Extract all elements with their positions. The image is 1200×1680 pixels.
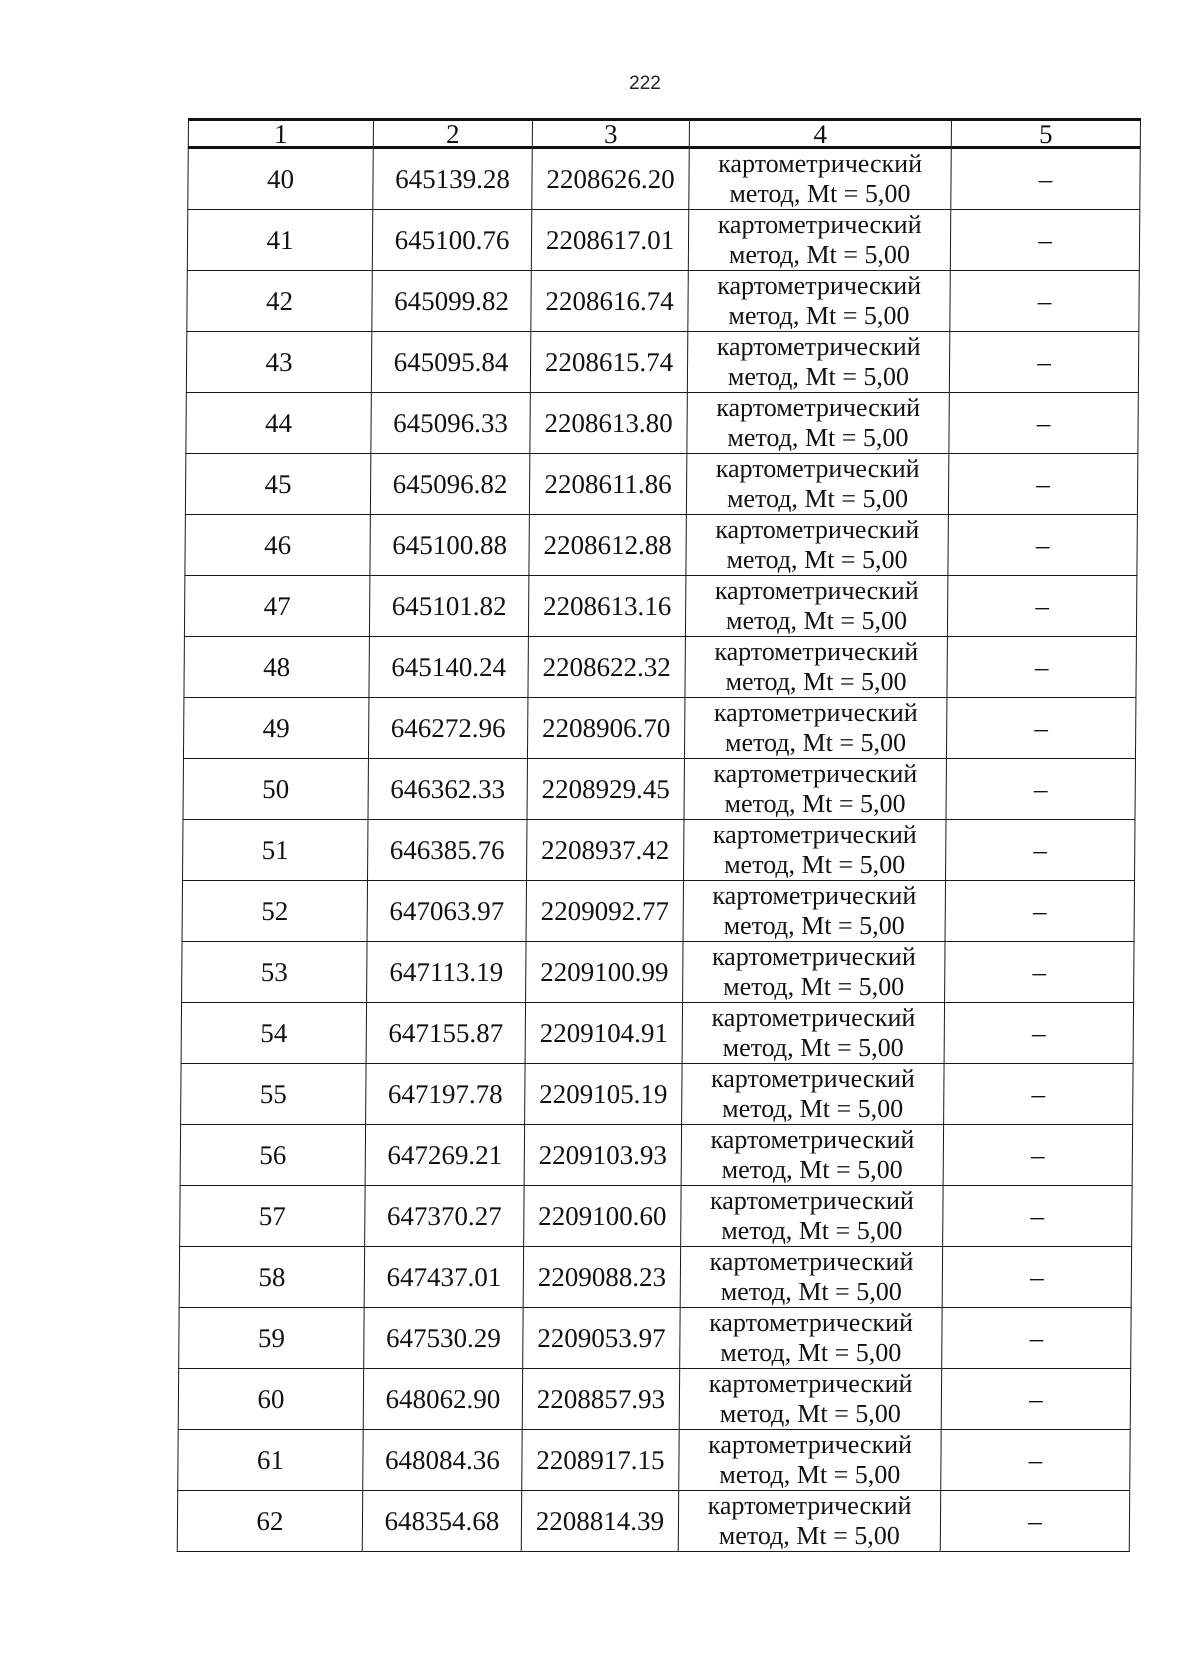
y-coordinate-cell: 2209092.77 [526, 881, 683, 942]
point-number-cell: 58 [179, 1247, 364, 1308]
x-coordinate-cell: 645095.84 [371, 332, 530, 393]
coordinates-table [177, 118, 1141, 1552]
y-coordinate-cell: 2209105.19 [525, 1064, 682, 1125]
method-line-2: метод, Mt = 5,00 [725, 606, 908, 635]
method-line-1: картометрический [711, 942, 916, 971]
y-coordinate-cell: 2208617.01 [531, 210, 688, 271]
point-number-cell: 40 [188, 148, 373, 210]
method-line-1: картометрический [710, 1064, 915, 1093]
method-line-2: метод, Mt = 5,00 [724, 850, 906, 879]
col5-cell: – [943, 1186, 1132, 1247]
method-line-1: картометрический [715, 515, 920, 544]
method-cell [689, 148, 951, 210]
table-row [183, 759, 1135, 820]
col5-cell: – [951, 148, 1140, 210]
method-line-2: метод, Mt = 5,00 [721, 1216, 903, 1245]
point-number-cell: 61 [178, 1430, 363, 1491]
y-coordinate-cell: 2209103.93 [524, 1125, 681, 1186]
table-header [188, 120, 1140, 148]
method-line-2: метод, Mt = 5,00 [729, 179, 911, 208]
point-number-cell: 50 [183, 759, 368, 820]
method-cell [686, 515, 948, 576]
method-cell [680, 1308, 942, 1369]
header-col-2: 2 [373, 120, 532, 148]
method-line-2: метод, Mt = 5,00 [719, 1399, 901, 1428]
x-coordinate-cell: 647530.29 [364, 1308, 523, 1369]
header-col-1: 1 [188, 120, 373, 148]
method-line-1: картометрический [715, 454, 920, 483]
table-row [179, 1308, 1131, 1369]
table-row [178, 1430, 1130, 1491]
method-line-2: метод, Mt = 5,00 [723, 911, 905, 940]
x-coordinate-cell: 645096.82 [370, 454, 529, 515]
method-line-2: метод, Mt = 5,00 [724, 728, 907, 757]
y-coordinate-cell: 2208814.39 [521, 1491, 678, 1552]
method-cell [684, 759, 946, 820]
method-cell [680, 1247, 942, 1308]
method-line-2: метод, Mt = 5,00 [722, 1033, 904, 1062]
point-number-cell: 48 [184, 637, 369, 698]
method-cell [685, 576, 947, 637]
method-cell [687, 393, 949, 454]
method-cell [688, 210, 950, 271]
method-line-1: картометрический [708, 1369, 913, 1398]
method-cell [681, 1125, 943, 1186]
col5-cell: – [946, 820, 1135, 881]
col5-cell: – [946, 698, 1135, 759]
table-row [183, 698, 1135, 759]
method-line-2: метод, Mt = 5,00 [724, 789, 906, 818]
point-number-cell: 47 [184, 576, 369, 637]
col5-cell: – [942, 1308, 1131, 1369]
table-row [184, 637, 1136, 698]
table-row [187, 271, 1139, 332]
table-row [181, 1003, 1133, 1064]
method-line-1: картометрический [717, 271, 922, 300]
x-coordinate-cell: 648084.36 [363, 1430, 522, 1491]
col5-cell: – [942, 1247, 1131, 1308]
table-row [177, 1491, 1129, 1552]
x-coordinate-cell: 647197.78 [366, 1064, 525, 1125]
method-line-1: картометрический [716, 393, 921, 422]
x-coordinate-cell: 647437.01 [364, 1247, 523, 1308]
method-line-1: картометрический [708, 1430, 913, 1459]
table-row [178, 1369, 1130, 1430]
header-row [188, 120, 1140, 148]
method-line-1: картометрический [717, 210, 922, 239]
table-row [180, 1186, 1132, 1247]
point-number-cell: 55 [181, 1064, 366, 1125]
method-cell [686, 454, 948, 515]
method-line-2: метод, Mt = 5,00 [720, 1338, 902, 1367]
y-coordinate-cell: 2208613.80 [530, 393, 687, 454]
method-line-1: картометрический [711, 1003, 916, 1032]
col5-cell: – [947, 637, 1136, 698]
x-coordinate-cell: 646362.33 [368, 759, 527, 820]
x-coordinate-cell: 645101.82 [369, 576, 528, 637]
y-coordinate-cell: 2208611.86 [529, 454, 686, 515]
table-row [183, 820, 1135, 881]
y-coordinate-cell: 2208615.74 [530, 332, 687, 393]
method-line-2: метод, Mt = 5,00 [722, 1094, 904, 1123]
method-line-1: картометрический [709, 1247, 914, 1276]
table-row [181, 1064, 1133, 1125]
method-line-2: метод, Mt = 5,00 [726, 484, 909, 513]
point-number-cell: 49 [183, 698, 368, 759]
col5-cell: – [948, 454, 1137, 515]
x-coordinate-cell: 645140.24 [369, 637, 528, 698]
col5-cell: – [944, 1064, 1133, 1125]
method-line-2: метод, Mt = 5,00 [721, 1155, 903, 1184]
col5-cell: – [945, 881, 1134, 942]
point-number-cell: 51 [183, 820, 368, 881]
method-line-2: метод, Mt = 5,00 [723, 972, 905, 1001]
method-cell [681, 1186, 943, 1247]
method-cell [682, 1003, 944, 1064]
point-number-cell: 57 [180, 1186, 365, 1247]
x-coordinate-cell: 645100.88 [370, 515, 529, 576]
method-line-1: картометрический [710, 1125, 915, 1154]
point-number-cell: 44 [186, 393, 371, 454]
y-coordinate-cell: 2208917.15 [522, 1430, 679, 1491]
point-number-cell: 62 [177, 1491, 362, 1552]
header-col-4: 4 [689, 120, 951, 148]
method-line-1: картометрический [712, 881, 917, 910]
point-number-cell: 54 [181, 1003, 366, 1064]
method-cell [679, 1430, 941, 1491]
y-coordinate-cell: 2209053.97 [523, 1308, 680, 1369]
col5-cell: – [944, 1003, 1133, 1064]
method-line-1: картометрический [707, 1491, 912, 1520]
y-coordinate-cell: 2208929.45 [527, 759, 684, 820]
method-line-1: картометрический [709, 1308, 914, 1337]
method-line-2: метод, Mt = 5,00 [728, 240, 911, 269]
table-row [182, 942, 1134, 1003]
x-coordinate-cell: 647155.87 [366, 1003, 525, 1064]
x-coordinate-cell: 645100.76 [372, 210, 531, 271]
table-row [184, 576, 1136, 637]
y-coordinate-cell: 2209100.99 [526, 942, 683, 1003]
method-line-2: метод, Mt = 5,00 [725, 667, 907, 696]
x-coordinate-cell: 647113.19 [367, 942, 526, 1003]
method-line-1: картометрический [716, 332, 921, 361]
method-cell [687, 332, 949, 393]
col5-cell: – [941, 1430, 1130, 1491]
point-number-cell: 53 [182, 942, 367, 1003]
y-coordinate-cell: 2208857.93 [522, 1369, 679, 1430]
col5-cell: – [949, 332, 1138, 393]
table-row [185, 454, 1137, 515]
point-number-cell: 43 [186, 332, 371, 393]
col5-cell: – [940, 1491, 1129, 1552]
page-number: 222 [629, 73, 661, 94]
method-line-2: метод, Mt = 5,00 [726, 545, 908, 574]
col5-cell: – [945, 942, 1134, 1003]
point-number-cell: 42 [187, 271, 372, 332]
table-row [186, 393, 1138, 454]
method-line-1: картометрический [713, 759, 918, 788]
col5-cell: – [949, 393, 1138, 454]
point-number-cell: 52 [182, 881, 367, 942]
x-coordinate-cell: 646272.96 [368, 698, 527, 759]
x-coordinate-cell: 645096.33 [371, 393, 530, 454]
method-line-1: картометрический [712, 820, 917, 849]
x-coordinate-cell: 648354.68 [362, 1491, 521, 1552]
header-col-3: 3 [532, 120, 689, 148]
x-coordinate-cell: 645139.28 [373, 148, 532, 210]
col5-cell: – [946, 759, 1135, 820]
point-number-cell: 56 [180, 1125, 365, 1186]
method-line-1: картометрический [709, 1186, 915, 1215]
method-cell [682, 1064, 944, 1125]
table-body [177, 148, 1140, 1552]
table-row [182, 881, 1134, 942]
method-cell [684, 820, 946, 881]
col5-cell: – [950, 271, 1139, 332]
col5-cell: – [948, 515, 1137, 576]
point-number-cell: 45 [185, 454, 370, 515]
y-coordinate-cell: 2208937.42 [527, 820, 684, 881]
method-line-1: картометрический [713, 698, 918, 727]
method-cell [683, 942, 945, 1003]
method-line-2: метод, Mt = 5,00 [727, 423, 909, 452]
method-line-2: метод, Mt = 5,00 [718, 1521, 900, 1550]
x-coordinate-cell: 647269.21 [365, 1125, 524, 1186]
table-row [186, 332, 1138, 393]
y-coordinate-cell: 2208616.74 [531, 271, 688, 332]
method-line-2: метод, Mt = 5,00 [727, 362, 910, 391]
method-line-1: картометрический [714, 576, 919, 605]
method-cell [678, 1491, 940, 1552]
table-row [180, 1125, 1132, 1186]
y-coordinate-cell: 2208613.16 [528, 576, 685, 637]
col5-cell: – [947, 576, 1136, 637]
y-coordinate-cell: 2209104.91 [525, 1003, 682, 1064]
method-line-2: метод, Mt = 5,00 [720, 1277, 902, 1306]
point-number-cell: 41 [187, 210, 372, 271]
point-number-cell: 60 [178, 1369, 363, 1430]
method-line-1: картометрический [714, 637, 919, 666]
col5-cell: – [950, 210, 1139, 271]
x-coordinate-cell: 646385.76 [368, 820, 527, 881]
method-line-2: метод, Mt = 5,00 [719, 1460, 901, 1489]
method-cell [688, 271, 950, 332]
table-row [179, 1247, 1131, 1308]
method-line-2: метод, Mt = 5,00 [728, 301, 910, 330]
col5-cell: – [943, 1125, 1132, 1186]
x-coordinate-cell: 645099.82 [372, 271, 531, 332]
table-row [188, 148, 1140, 210]
table-row [185, 515, 1137, 576]
y-coordinate-cell: 2209100.60 [524, 1186, 681, 1247]
method-line-1: картометрический [718, 149, 923, 178]
x-coordinate-cell: 648062.90 [363, 1369, 522, 1430]
y-coordinate-cell: 2208622.32 [528, 637, 685, 698]
y-coordinate-cell: 2208612.88 [529, 515, 686, 576]
table-row [187, 210, 1139, 271]
method-cell [685, 637, 947, 698]
method-cell [684, 698, 946, 759]
y-coordinate-cell: 2209088.23 [523, 1247, 680, 1308]
y-coordinate-cell: 2208906.70 [527, 698, 684, 759]
point-number-cell: 59 [179, 1308, 364, 1369]
x-coordinate-cell: 647063.97 [367, 881, 526, 942]
point-number-cell: 46 [185, 515, 370, 576]
col5-cell: – [941, 1369, 1130, 1430]
x-coordinate-cell: 647370.27 [365, 1186, 524, 1247]
method-cell [679, 1369, 941, 1430]
y-coordinate-cell: 2208626.20 [532, 148, 689, 210]
method-cell [683, 881, 945, 942]
header-col-5: 5 [951, 120, 1140, 148]
